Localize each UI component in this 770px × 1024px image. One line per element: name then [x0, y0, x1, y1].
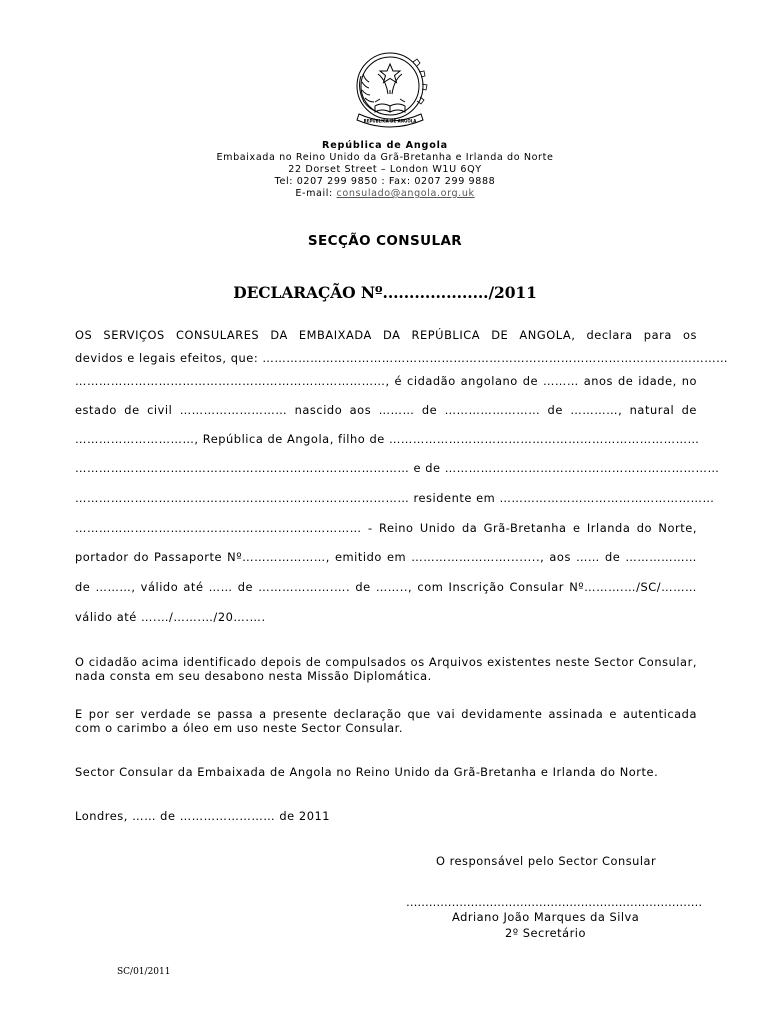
body-line-5: …………………………, República de Angola, filho de ……………………………………………………………………: [75, 432, 700, 446]
signature-heading: O responsável pelo Sector Consular: [436, 854, 657, 868]
body-line-10: de ………, válido até …… de ……………….…. de …….., com Inscrição Consular Nº……….…/SC/………: [75, 580, 697, 594]
email-link[interactable]: consulado@angola.org.uk: [336, 188, 475, 199]
body-line-3: ……………………………………………………………………, é cidadão angolano de ……… anos de idade, no: [75, 374, 697, 388]
document-code: SC/01/2011: [117, 967, 171, 977]
body-line-11: válido até ….…/…….…/20….….: [75, 610, 266, 624]
body-line-9: portador do Passaporte Nº…………………, emitido em ……………………........, aos …… de ………………: [75, 550, 697, 564]
body-line-1: OS SERVIÇOS CONSULARES DA EMBAIXADA DA REPÚBLICA DE ANGOLA, declara para os: [75, 328, 697, 342]
declaration-title: DECLARAÇÃO Nº..................../2011: [233, 283, 537, 302]
email-label: E-mail:: [295, 188, 333, 199]
letterhead-embassy: Embaixada no Reino Unido da Grã-Bretanha e Irlanda do Norte: [216, 152, 554, 163]
body-line-2: devidos e legais efeitos, que: ………………………………………………………………………………………………………: [75, 351, 729, 365]
body-line-7: ………………………………………………………………………… residente em ………………………………………………: [75, 491, 715, 505]
angola-coat-of-arms-emblem: [345, 44, 435, 134]
signatory-name: Adriano João Marques da Silva: [452, 910, 640, 924]
body-line-6: ………………………………………………………………………… e de ……………………………………………………………: [75, 461, 720, 475]
seal-ribbon-text: REPÚBLICA DE ANGOLA: [363, 118, 417, 124]
paragraph-sector: Sector Consular da Embaixada de Angola no Reino Unido da Grã-Bretanha e Irlanda do Norte.: [75, 765, 659, 779]
letterhead-email-row: [0, 188, 770, 200]
letterhead-phone-fax: Tel: 0207 299 9850 : Fax: 0207 299 9888: [274, 176, 496, 187]
paragraph-truth: E por ser verdade se passa a presente declaração que vai devidamente assinada e autenticada com o carimbo a óleo em uso neste Sector Consular.: [75, 707, 697, 735]
signatory-title: 2º Secretário: [505, 926, 586, 940]
letterhead-address: 22 Dorset Street – London W1U 6QY: [288, 164, 482, 175]
signature-line: ……………………………………………………………………: [406, 895, 703, 909]
body-line-4: estado de civil ……………………… nascido aos ……… de …………………… de …………, natural de: [75, 403, 697, 417]
body-line-8: ……………………………………………………………… - Reino Unido da Grã-Bretanha e Irlanda do Norte,: [75, 521, 697, 535]
section-title: SECÇÃO CONSULAR: [307, 233, 463, 249]
letterhead-country: República de Angola: [322, 140, 448, 151]
date-line: Londres, …… de …………………… de 2011: [75, 809, 331, 823]
paragraph-archives: O cidadão acima identificado depois de compulsados os Arquivos existentes neste Sector Consular, nada consta em seu desabono nesta Missão Diplomática.: [75, 655, 697, 683]
